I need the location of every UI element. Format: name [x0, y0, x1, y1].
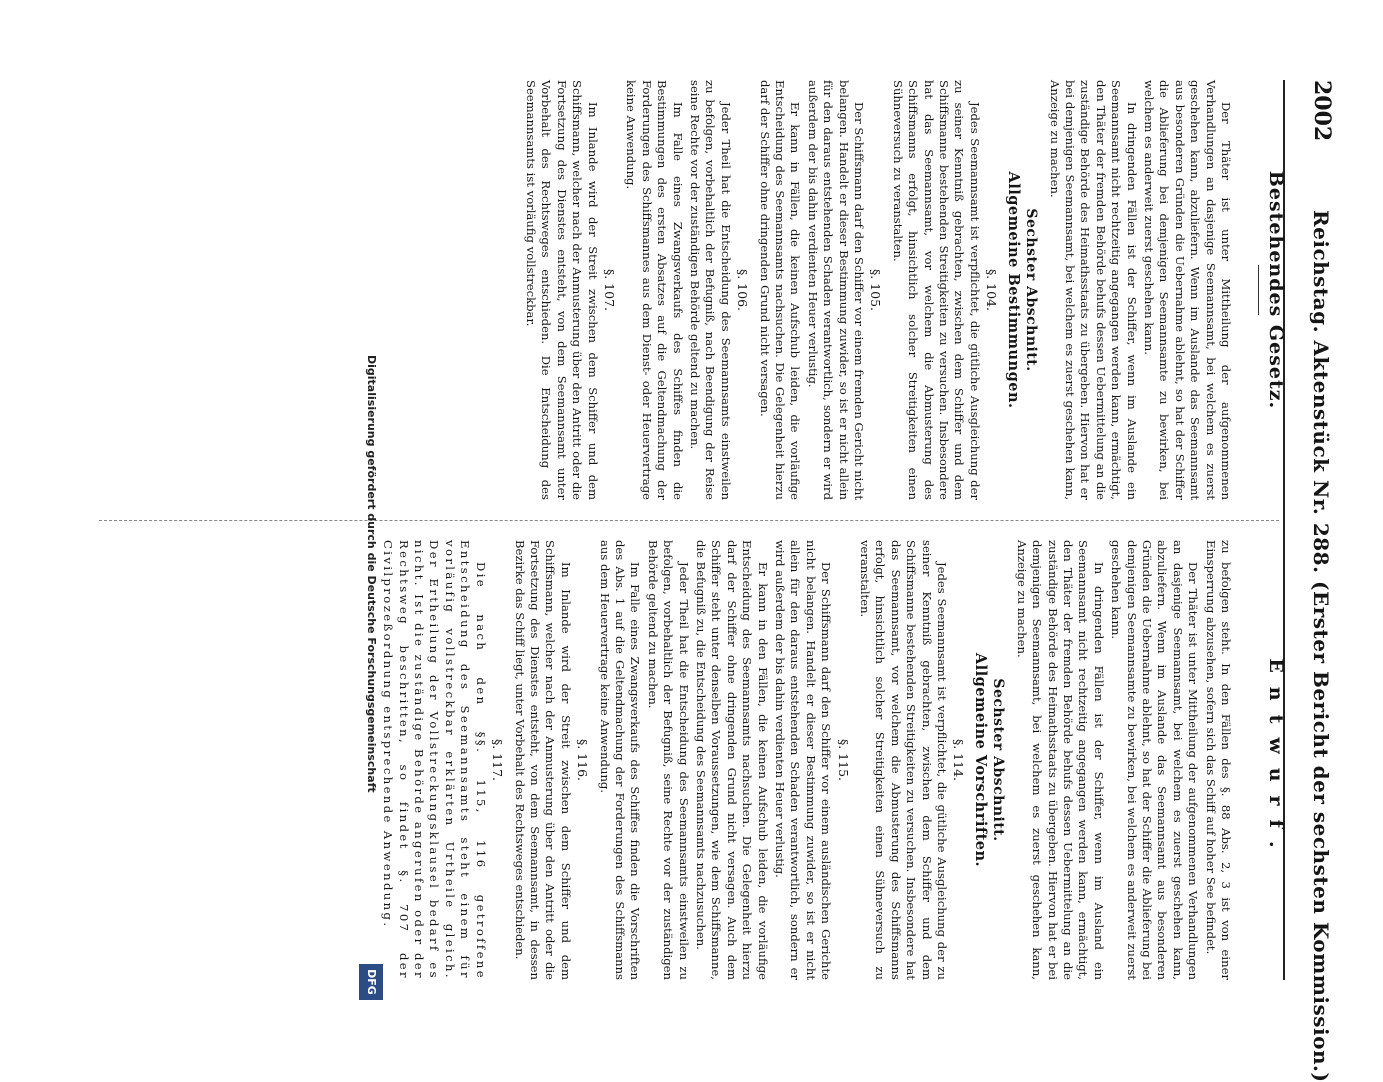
section-title: Sechster Abschnitt. — [1023, 208, 1040, 372]
right-column-heading — [1243, 540, 1287, 980]
paragraph-number: §. 107. — [601, 268, 617, 312]
paragraph: Er kann in Fällen, die keinen Aufschub leiden, die vorläufige Entscheidung des Seemannsamts nachsuchen. Die Gelegenheit hierzu darf der Schiffer ohne dringenden Grund nicht versagen. — [757, 80, 803, 500]
right-heading-text: Entwurf. — [1265, 658, 1287, 862]
left-heading-text: Bestehendes Gesetz. — [1265, 170, 1287, 410]
paragraph: Im Inlande wird der Streit zwischen dem Schiffer und dem Schiffsmann, welcher nach der Anmusterung über den Antritt oder die Fortsetzung des Dienstes entsteht, von dem Seemannsamt, in dessen Bezirke das Schiff liegt, unter Vorbehalt des Rechtsweges entschieden. — [512, 540, 573, 980]
paragraph: Der Schiffsmann darf den Schiffer vor einem ausländischen Gerichte nicht belangen. Handelt er dieser Bestimmung zuwider, so ist er nicht allein für den daraus entstehenden Schaden verantwortlich, sondern er wird außerdem der bis dahin verdienten Heuer verlustig. — [773, 540, 834, 980]
column-divider — [99, 520, 1279, 521]
section-subtitle: Allgemeine Vorschriften. — [971, 652, 989, 868]
digitization-sidebar — [359, 0, 383, 1000]
paragraph: Jedes Seemannsamt ist verpflichtet, die gütliche Ausgleichung der zu seiner Kenntniß gebrachten, zwischen dem Schiffer und dem Schiffsmanne bestehenden Streitigkeiten zu versuchen. Insbesondere hat das Seemannsamt, vor welchem die Abmusterung des Schiffsmanns erfolgt, hinsichtlich solcher Streitigkeiten einen Sühneversuch zu veranstalten. — [858, 540, 950, 980]
paragraph: Im Inlande wird der Streit zwischen dem Schiffer und dem Schiffsmann, welcher nach der Anmusterung über den Antritt oder die Fortsetzung des Dienstes entsteht, von dem Seemannsamt unter Vorbehalt des Rechtsweges entschieden. Die Entscheidung des Seemannsamts ist vorläufig vollstreckbar. — [523, 80, 600, 500]
paragraph-number: §. 115. — [835, 738, 851, 782]
left-column — [521, 80, 1233, 500]
paragraph-number: §. 105. — [868, 268, 884, 312]
paragraph-number: §. 117. — [490, 738, 506, 782]
heading-rule — [1258, 265, 1259, 315]
paragraph: Der Thäter ist unter Mittheilung der aufgenommenen Verhandlungen an dasjenige Seemannsamt, bei welchem es zuerst geschehen kann, abzuliefern. Wenn im Auslande das Seemannsamt aus besonderen Gründen die Uebernahme ablehnt, so hat der Schiffer die Ablieferung bei demjenigen Seemannsamte zu bewirken, bei welchem es anderweit zuerst geschehen kann. — [1141, 80, 1233, 500]
running-title: Reichstag. Aktenstück Nr. 288. (Erster Bericht der sechsten Kommission.) — [1309, 210, 1333, 1082]
funding-note: Digitalisierung gefördert durch die Deutsche Forschungsgemeinschaft — [365, 355, 378, 793]
paragraph: zu befolgen steht. In den Fällen des §. 88 Abs. 2, 3 ist von einer Einsperrung abzusehen, sofern sich das Schiff auf hoher See befindet. — [1203, 540, 1233, 980]
dfg-logo: DFG — [359, 964, 383, 1000]
section-subtitle: Allgemeine Bestimmungen. — [1004, 171, 1022, 409]
paragraph: Der Schiffsmann darf den Schiffer vor einem fremden Gericht nicht belangen. Handelt er dieser Bestimmung zuwider, so ist er nicht allein für den daraus entstehenden Schaden verantwortlich, sondern er wird außerdem der bis dahin verdienten Heuer verlustig. — [805, 80, 867, 500]
paragraph: Der Thäter ist unter Mittheilung der aufgenommenen Verhandlungen an dasjenige Seemannsamt, bei welchem es zuerst geschehen kann, abzuliefern. Wenn im Auslande das Seemannsamt aus besonderen Gründen die Uebernahme ablehnt, so hat der Schiffer die Ablieferung bei demjenigen Seemannsamte zu bewirken, bei welchem es anderweit zuerst geschehen kann. — [1109, 540, 1201, 980]
page-number: 2002 — [1309, 80, 1335, 142]
right-column — [378, 540, 1233, 980]
paragraph-number: §. 106. — [735, 268, 751, 312]
paragraph: Jeder Theil hat die Entscheidung des Seemannsamts einstweilen zu befolgen, vorbehaltlich der Befugniß, nach Beendigung der Reise seine Rechte vor der zuständigen Behörde geltend zu machen. — [688, 80, 733, 500]
left-column-heading — [1243, 80, 1287, 500]
paragraph: Er kann in den Fällen, die keinen Aufschub leiden, die vorläufige Entscheidung des Seemannsamts nachsuchen. Die Gelegenheit hierzu darf der Schiffer ohne dringenden Grund nicht versagen. Auch dem Schiffer steht unter denselben Voraussetzungen, wie dem Schiffsmanne, die Befugniß zu, die Entscheidung des Seemannsamts nachzusuchen. — [694, 540, 770, 980]
paragraph: Jedes Seemannsamt ist verpflichtet, die gütliche Ausgleichung der zu seiner Kenntniß gebrachten, zwischen dem Schiffer und dem Schiffsmanne bestehenden Streitigkeiten zu versuchen. Insbesondere hat das Seemannsamt, vor welchem die Abmusterung des Schiffsmanns erfolgt, hinsichtlich solcher Streitigkeiten einen Sühneversuch zu veranstalten. — [890, 80, 982, 500]
paragraph: In dringenden Fällen ist der Schiffer, wenn im Auslande ein Seemannsamt nicht rechtzeitig angegangen werden kann, ermächtigt, den Thäter der fremden Behörde behufs dessen Uebermittelung an die zuständige Behörde des Heimathsstaats zu übergeben. Hiervon hat er bei demjenigen Seemannsamt, bei welchem es zuerst geschehen kann, Anzeige zu machen. — [1047, 80, 1139, 500]
paragraph-number: §. 114. — [951, 738, 967, 782]
paragraph: Im Falle eines Zwangsverkaufs des Schiffes finden die Bestimmungen des ersten Absatzes auf die Geltendmachung der Forderungen des Schiffsmannes aus dem Dienst- oder Heuervertrage keine Anwendung. — [624, 80, 685, 500]
section-title: Sechster Abschnitt. — [990, 678, 1007, 842]
paragraph: Die nach den §§. 115, 116 getroffene Entscheidung des Seemannsamts steht einem für vorläufig vollstreckbar erklärten Urtheile gleich. Der Ertheilung der Vollstreckungsklausel bedarf es nicht. Ist die zuständige Behörde angerufen oder der Rechtsweg beschritten, so findet §. 707 der Civilprozeßordnung entsprechende Anwendung. — [381, 540, 488, 980]
paragraph: Im Falle eines Zwangsverkaufs des Schiffes finden die Vorschriften des Abs. 1 auf die Geltendmachung der Forderungen des Schiffsmanns aus dem Heuervertrage keine Anwendung. — [597, 540, 643, 980]
page-header — [1283, 80, 1343, 1082]
paragraph-number: §. 104. — [984, 268, 1000, 312]
paragraph: In dringenden Fällen ist der Schiffer, wenn im Ausland ein Seemannsamt nicht rechtzeitig angegangen werden kann, ermächtigt, den Thäter der fremden Behörde behufs dessen Uebermittelung an die zuständige Behörde des Heimathsstaats zu übergeben. Hiervon hat er bei demjenigen Seemannsamt, bei welchem es zuerst geschehen kann, Anzeige zu machen. — [1014, 540, 1106, 980]
paragraph-number: §. 116. — [575, 738, 591, 782]
paragraph: Jeder Theil hat die Entscheidung des Seemannsamts einstweilen zu befolgen, vorbehaltlich der Befugniß, seine Rechte vor der zuständigen Behörde geltend zu machen. — [645, 540, 691, 980]
